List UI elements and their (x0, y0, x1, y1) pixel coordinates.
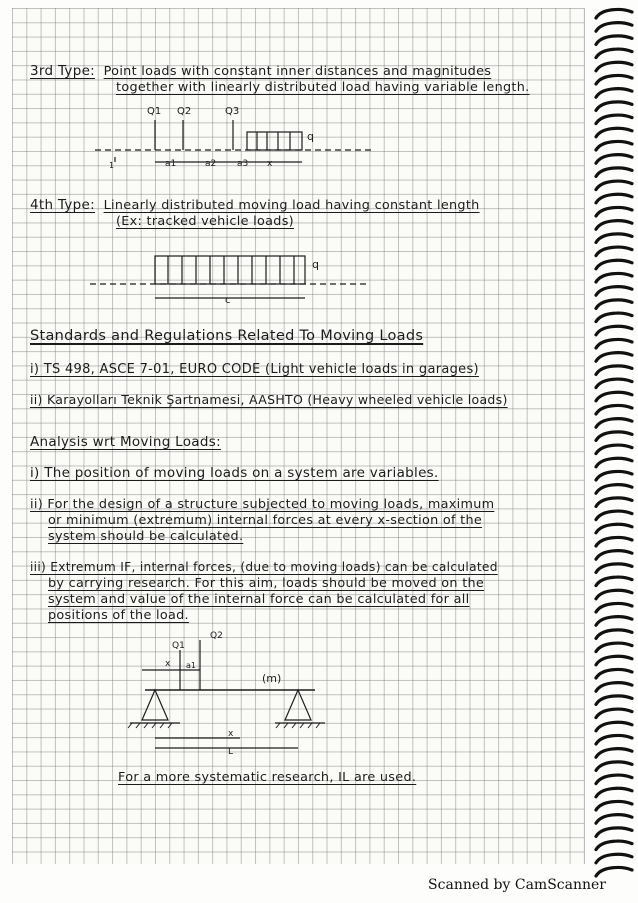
spiral-loop (596, 353, 632, 361)
spiral-loop (596, 76, 632, 84)
spiral-loop (596, 23, 632, 31)
closing-line: For a more systematic research, IL are used. (118, 770, 417, 785)
q1-label: Q1 (147, 106, 162, 117)
spiral-loop (596, 788, 632, 796)
m-label: (m) (262, 672, 282, 685)
x2-label: x (228, 729, 234, 739)
spiral-loop (596, 115, 632, 123)
spiral-loop (596, 287, 632, 295)
spiral-loop (596, 802, 632, 810)
spiral-loop (596, 432, 632, 440)
spiral-loop (596, 419, 632, 427)
spiral-loop (596, 406, 632, 414)
spiral-loop (596, 854, 632, 862)
spiral-loop (596, 841, 632, 849)
spiral-loop (596, 485, 632, 493)
spiral-loop (596, 722, 632, 730)
spiral-loop (596, 445, 632, 453)
spiral-loop (596, 128, 632, 136)
spiral-loop (596, 194, 632, 202)
standards-item1: i) TS 498, ASCE 7-01, EURO CODE (Light vehicle loads in garages) (30, 362, 479, 377)
spiral-loop (596, 511, 632, 519)
a3-label: a3 (237, 159, 249, 169)
a1-label: a1 (186, 661, 196, 670)
spiral-loop (596, 472, 632, 480)
uniform-load-block (155, 256, 305, 284)
spiral-loop (596, 736, 632, 744)
spiral-loop (596, 234, 632, 242)
spiral-loop (596, 815, 632, 823)
c-label: c (225, 295, 231, 306)
spiral-loop (596, 313, 632, 321)
analysis-item3-line2: by carrying research. For this aim, loads should be moved on the (48, 576, 485, 591)
type3-heading: 3rd Type: (30, 63, 96, 79)
simply-supported-beam-diagram (120, 628, 340, 758)
one-label: 1 (109, 161, 115, 170)
type3-line1: Point loads with constant inner distances and magnitudes (103, 64, 492, 79)
spiral-loop (596, 36, 632, 44)
spiral-loop (596, 670, 632, 678)
spiral-loop (596, 683, 632, 691)
spiral-loop (596, 142, 632, 150)
spiral-loop (596, 181, 632, 189)
standards-item2: ii) Karayolları Teknik Şartnamesi, AASHTO (Heavy wheeled vehicle loads) (30, 392, 508, 407)
spiral-loop (596, 326, 632, 334)
q3-label: Q3 (225, 106, 240, 117)
q-label: q (312, 258, 319, 271)
spiral-loop (596, 828, 632, 836)
analysis-heading: Analysis wrt Moving Loads: (30, 434, 221, 450)
spiral-loop (596, 538, 632, 546)
spiral-loop (596, 379, 632, 387)
spiral-loop (596, 868, 632, 876)
spiral-loop (596, 524, 632, 532)
spiral-loop (596, 617, 632, 625)
spiral-loop (596, 208, 632, 216)
left-support (142, 690, 168, 720)
spiral-loop (596, 696, 632, 704)
spiral-loop (596, 643, 632, 651)
type4-line2: (Ex: tracked vehicle loads) (116, 214, 294, 229)
spiral-loop (596, 300, 632, 308)
type4-line1: Linearly distributed moving load having constant length (103, 198, 480, 213)
spiral-loop (596, 340, 632, 348)
spiral-loop (596, 89, 632, 97)
spiral-loop (596, 10, 632, 18)
q-label: q (307, 130, 314, 143)
x-label: x (267, 159, 273, 169)
spiral-loop (596, 656, 632, 664)
spiral-loop (596, 221, 632, 229)
spiral-loop (596, 577, 632, 585)
spiral-loop (596, 102, 632, 110)
spiral-loop (596, 749, 632, 757)
spiral-loop (596, 630, 632, 638)
spiral-loop (596, 247, 632, 255)
spiral-loop (596, 709, 632, 717)
spiral-loop (596, 49, 632, 57)
q1-label: Q1 (172, 641, 185, 651)
spiral-loop (596, 498, 632, 506)
spiral-loop (596, 762, 632, 770)
spiral-loop (596, 458, 632, 466)
spiral-loop (596, 392, 632, 400)
type4-heading-row (30, 198, 480, 213)
q2-label: Q2 (210, 631, 223, 641)
a1-label: a1 (165, 159, 177, 169)
spiral-binding (588, 0, 638, 903)
type3-line2: together with linearly distributed load having variable length. (116, 80, 530, 95)
distributed-load-block (247, 132, 302, 150)
spiral-loop (596, 564, 632, 572)
scanner-footer: Scanned by CamScanner (428, 877, 606, 893)
spiral-loop (596, 62, 632, 70)
right-support (285, 690, 311, 720)
spiral-loop (596, 274, 632, 282)
x-label: x (165, 659, 171, 669)
analysis-item3-line4: positions of the load. (48, 608, 189, 623)
analysis-item2-line3: system should be calculated. (48, 529, 244, 544)
spiral-loop (596, 155, 632, 163)
analysis-item2-line2: or minimum (extremum) internal forces at every x-section of the (48, 513, 483, 528)
spiral-loop (596, 260, 632, 268)
type4-heading: 4th Type: (30, 197, 95, 213)
analysis-item3-line3: system and value of the internal force can be calculated for all (48, 592, 470, 607)
spiral-loop (596, 551, 632, 559)
spiral-loop (596, 590, 632, 598)
point-loads-diagram (85, 100, 385, 175)
tracked-load-diagram (80, 248, 380, 308)
spiral-loop (596, 168, 632, 176)
type3-heading-row (30, 64, 491, 79)
q2-label: Q2 (177, 106, 192, 117)
analysis-item1: i) The position of moving loads on a system are variables. (30, 465, 439, 481)
spiral-loop (596, 775, 632, 783)
standards-heading: Standards and Regulations Related To Moving Loads (30, 328, 424, 344)
spiral-loop (596, 604, 632, 612)
a2-label: a2 (205, 159, 217, 169)
analysis-item3-line1: iii) Extremum IF, internal forces, (due to moving loads) can be calculated (30, 560, 498, 574)
spiral-loop (596, 366, 632, 374)
analysis-item2-line1: ii) For the design of a structure subjected to moving loads, maximum (30, 497, 495, 512)
L-label: L (228, 747, 234, 757)
